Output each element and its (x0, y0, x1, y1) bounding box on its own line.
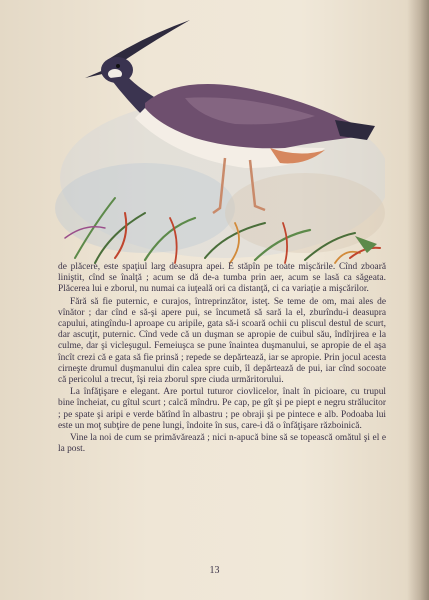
page-number: 13 (209, 565, 220, 576)
lapwing-illustration (55, 8, 385, 266)
bird-crest (107, 20, 190, 60)
paragraph-1: de plăcere, este spaţiul larg deasupra apei. E stăpîn pe toate mişcările. Cînd zboară liniştit, cînd se înalţă ; acum se dă de-a tumba prin aer, acum se lasă ca săgeata. Plăcerea lui e zborul, nu numai ca iuţeală ori ca distanţă, ci ca variaţie a mişcărilor. (58, 262, 386, 295)
paragraph-4: Vine la noi de cum se primăvărează ; nici n-apucă bine să se topească omătul şi el e la post. (58, 433, 386, 455)
article-text (58, 262, 386, 456)
paragraph-3: La înfăţişare e elegant. Are portul tuturor ciovlicelor, înalt în picioare, cu trupul bine încheiat, cu gîtul scurt ; calcă mîndru. Pe cap, pe gît şi pe piept e negru strălucitor ; pe spate şi aripi e verde bătînd în albastru ; pe obraji şi pe pintece e alb. Podoaba lui este un moţ subţire de pene lungi, îndoite în sus, care-i dă o înfăţişare războinică. (58, 387, 386, 431)
page-edge-shadow (407, 0, 429, 600)
bird-eye (116, 64, 120, 68)
paragraph-2: Fără să fie puternic, e curajos, întreprinzător, isteţ. Se teme de om, mai ales de vînător ; dar cînd e să-şi apere pui, se încumetă să sară la el, zburîndu-i deasupra capului, atingîndu-l aproape cu aripile, gata să-i scoară ochii cu pliscul destul de scurt, dar ascuţit, puternic. Cînd vede că un duşman se apropie de cuibul său, îndîrjirea e la culme, dar şi vicleşugul. Femeiuşca se pune înaintea duşmanului, se apropie de el aşa încît crezi că e gata să fie prinsă ; repede se depărtează, iar se apropie. Prin jocul acesta cirneşte drumul duşmanului din calea spre cuib, îl depărtează de pui, iar cînd socoate că pericolul a trecut, îşi reia zborul spre ciuda urmăritorului. (58, 296, 386, 386)
watercolor-wash-left (55, 163, 235, 253)
